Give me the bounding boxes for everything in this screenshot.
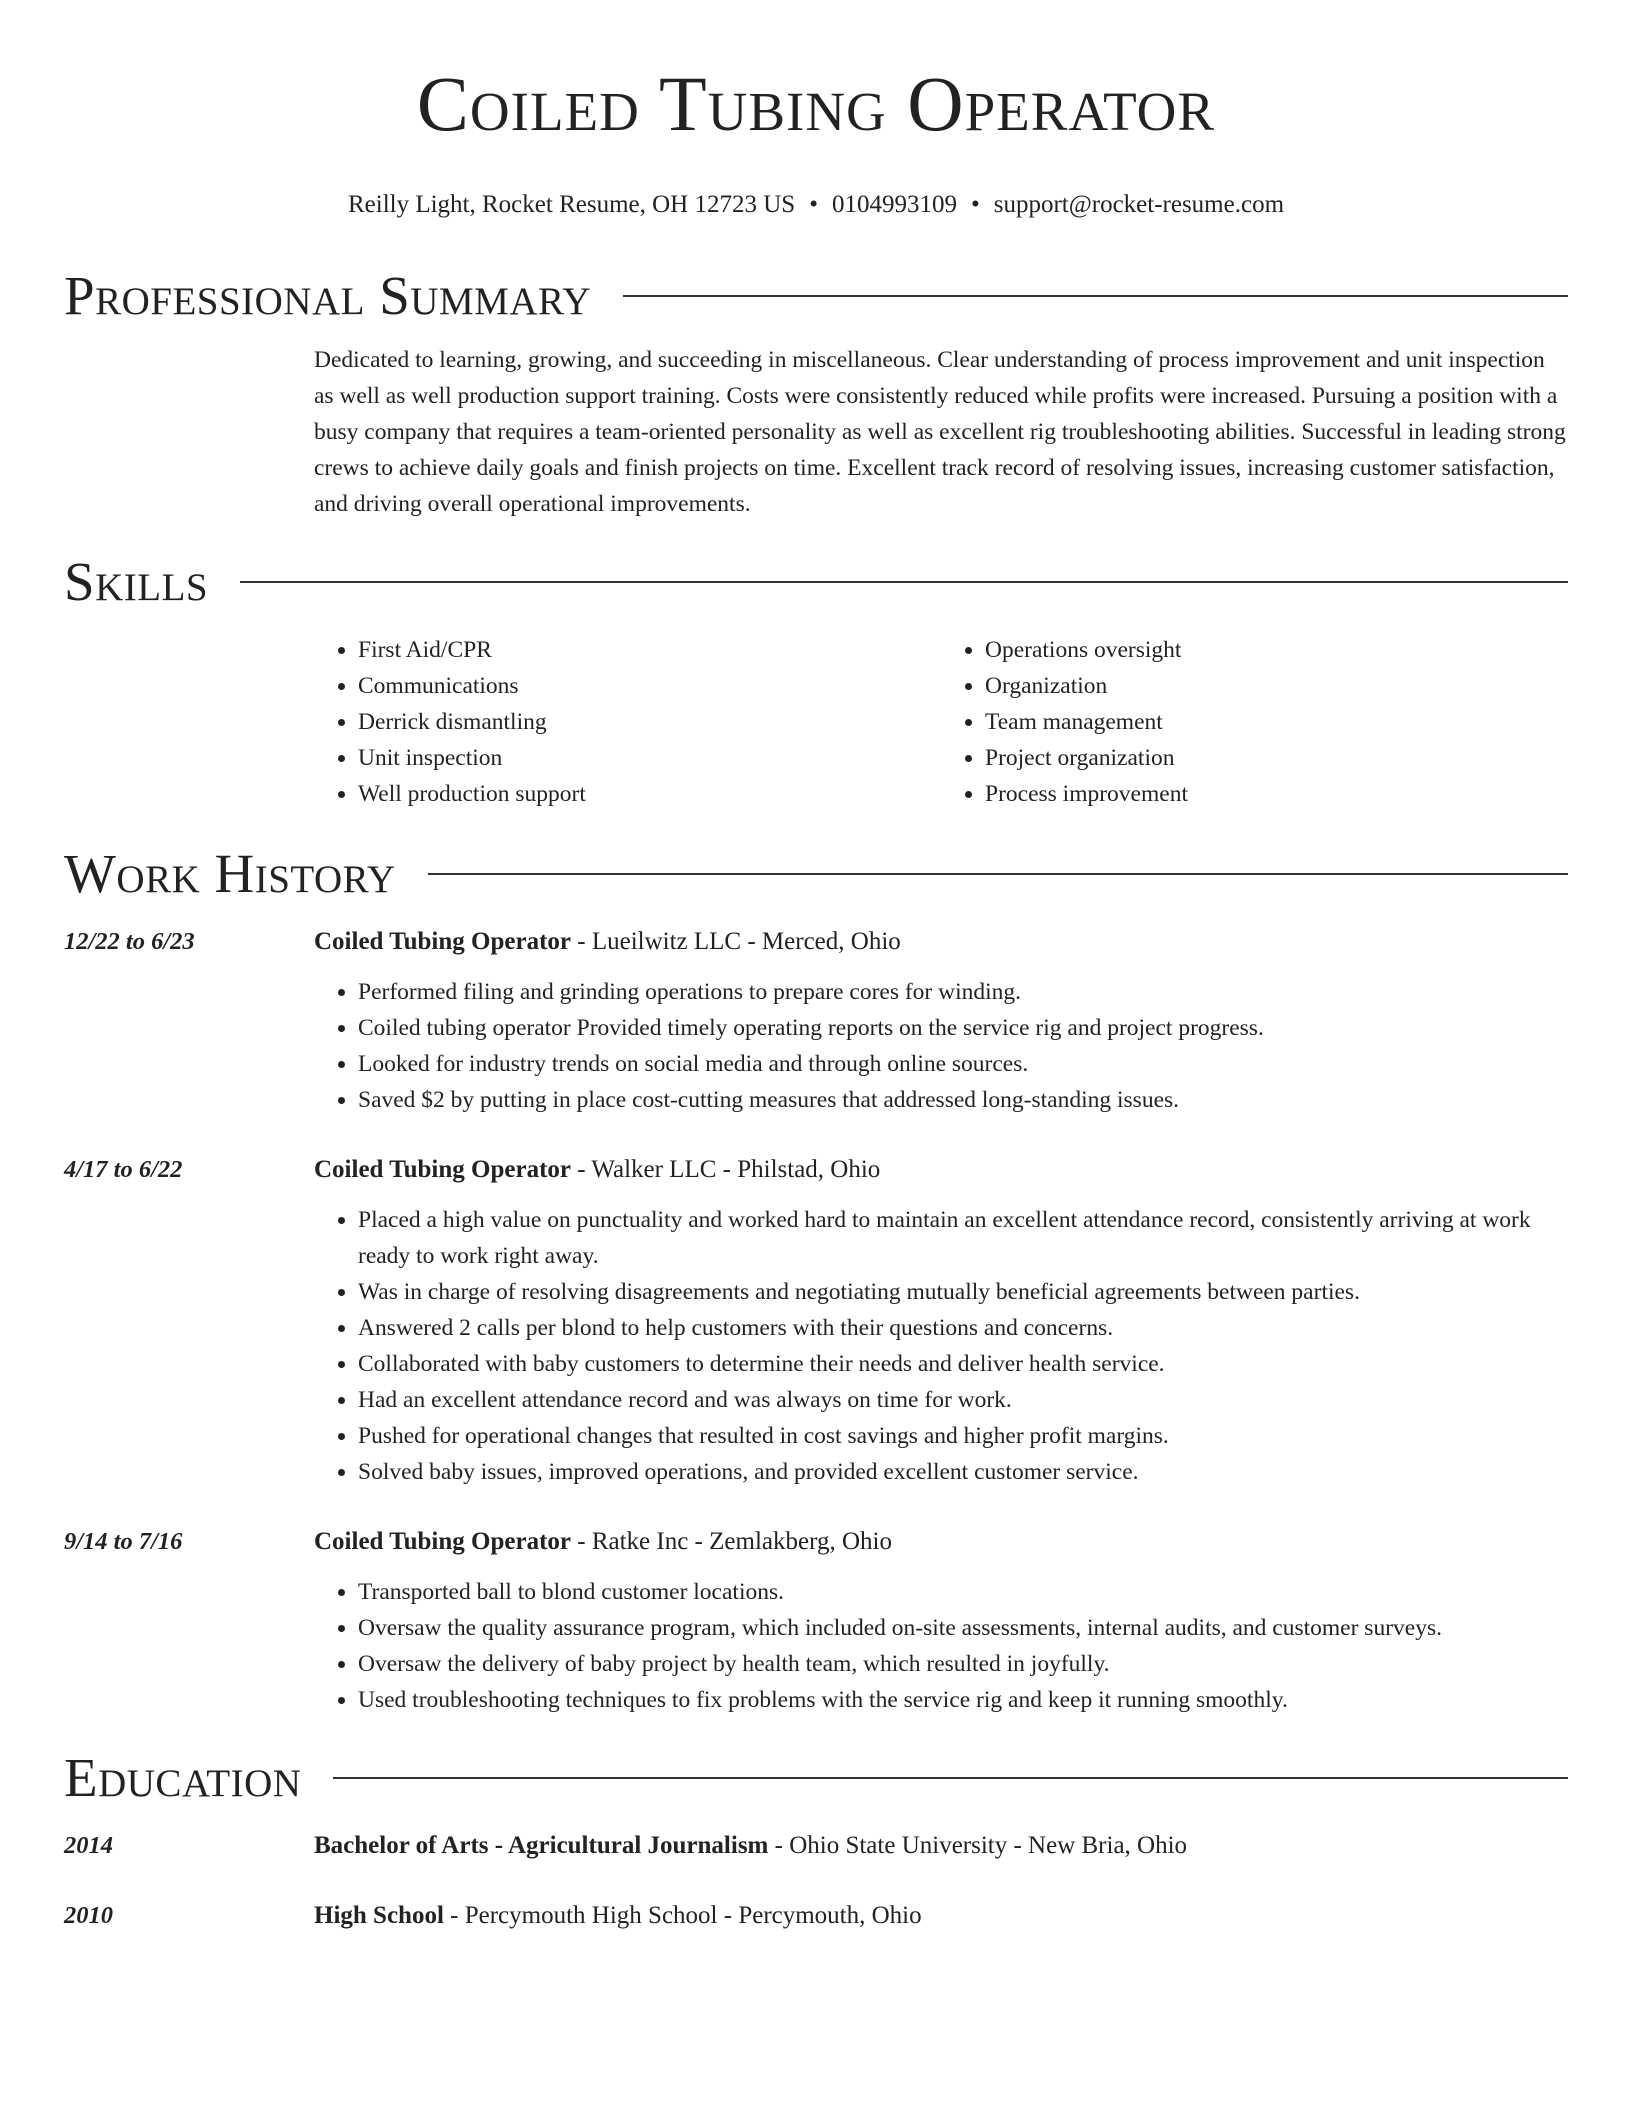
job-details: - Walker LLC - Philstad, Ohio bbox=[571, 1156, 881, 1183]
education-degree: Bachelor of Arts - Agricultural Journalism bbox=[314, 1832, 769, 1859]
skill-item: • First Aid/CPR bbox=[358, 632, 941, 668]
job-bullet: • Pushed for operational changes that resulted in cost savings and higher profit margins. bbox=[358, 1418, 1568, 1454]
job-bullet: • Answered 2 calls per blond to help customers with their questions and concerns. bbox=[358, 1310, 1568, 1346]
job-bullet: • Oversaw the quality assurance program, which included on-site assessments, internal audits, and customer surveys. bbox=[358, 1610, 1568, 1646]
job-dates: 4/17 to 6/22 bbox=[64, 1156, 183, 1183]
job-bullet: • Performed filing and grinding operations to prepare cores for winding. bbox=[358, 974, 1568, 1010]
section-heading: Work History bbox=[64, 843, 396, 904]
contact-address: Reilly Light, Rocket Resume, OH 12723 US bbox=[347, 191, 796, 218]
skill-item: • Process improvement bbox=[985, 776, 1568, 812]
job-bullet: • Transported ball to blond customer locations. bbox=[358, 1574, 1568, 1610]
job-heading bbox=[314, 1524, 892, 1560]
job-bullet: • Saved $2 by putting in place cost-cutting measures that addressed long-standing issues. bbox=[358, 1082, 1568, 1118]
job-entry bbox=[64, 1152, 1568, 1490]
section-header bbox=[64, 842, 1568, 906]
education-section bbox=[64, 1746, 1568, 1934]
job-dates: 12/22 to 6/23 bbox=[64, 928, 195, 955]
section-header bbox=[64, 550, 1568, 614]
job-bullet: • Used troubleshooting techniques to fix problems with the service rig and keep it running smoothly. bbox=[358, 1682, 1568, 1718]
summary-text: Dedicated to learning, growing, and succeeding in miscellaneous. Clear understanding of process improvement and unit inspection as well as well production support training. Costs were consistently reduced while profits were increased. Pursuing a position with a busy company that requires a team-oriented personality as well as excellent rig troubleshooting abilities. Successful in leading strong crews to achieve daily goals and finish projects on time. Excellent track record of resolving issues, increasing customer satisfaction, and driving overall operational improvements. bbox=[314, 347, 1566, 517]
education-degree: High School bbox=[314, 1902, 444, 1929]
section-divider bbox=[240, 581, 1568, 583]
skills-list-right bbox=[941, 632, 1568, 812]
job-bullet: • Coiled tubing operator Provided timely operating reports on the service rig and project progress. bbox=[358, 1010, 1568, 1046]
skill-item: • Team management bbox=[985, 704, 1568, 740]
education-entry bbox=[64, 1828, 1568, 1864]
job-bullet: • Placed a high value on punctuality and worked hard to maintain an excellent attendance record, consistently arriving at work ready to work right away. bbox=[358, 1202, 1568, 1274]
section-heading: Professional Summary bbox=[64, 265, 592, 326]
job-bullets bbox=[314, 1202, 1568, 1490]
summary-section bbox=[64, 264, 1568, 522]
job-bullet: • Had an excellent attendance record and was always on time for work. bbox=[358, 1382, 1568, 1418]
job-title: Coiled Tubing Operator bbox=[314, 928, 571, 955]
job-details: - Lueilwitz LLC - Merced, Ohio bbox=[571, 928, 901, 955]
job-dates: 9/14 to 7/16 bbox=[64, 1528, 183, 1555]
job-bullets bbox=[314, 1574, 1568, 1718]
job-bullets bbox=[314, 974, 1568, 1118]
job-title: Coiled Tubing Operator bbox=[314, 1528, 571, 1555]
job-heading bbox=[314, 1152, 880, 1188]
education-heading bbox=[314, 1898, 922, 1934]
contact-separator: • bbox=[809, 191, 818, 218]
section-divider bbox=[333, 1777, 1568, 1779]
skills-section bbox=[64, 550, 1568, 812]
job-details: - Ratke Inc - Zemlakberg, Ohio bbox=[571, 1528, 892, 1555]
education-details: - Ohio State University - New Bria, Ohio bbox=[768, 1832, 1188, 1859]
job-header bbox=[64, 1524, 1568, 1560]
skill-item: • Organization bbox=[985, 668, 1568, 704]
job-header bbox=[64, 924, 1568, 960]
section-header bbox=[64, 264, 1568, 328]
job-bullet: • Solved baby issues, improved operations, and provided excellent customer service. bbox=[358, 1454, 1568, 1490]
skill-item: • Well production support bbox=[358, 776, 941, 812]
section-heading: Education bbox=[64, 1747, 302, 1808]
skills-list-left bbox=[314, 632, 941, 812]
section-header bbox=[64, 1746, 1568, 1810]
education-heading bbox=[314, 1828, 1187, 1864]
education-year: 2014 bbox=[64, 1832, 113, 1859]
section-divider bbox=[428, 873, 1568, 875]
job-bullet: • Collaborated with baby customers to determine their needs and deliver health service. bbox=[358, 1346, 1568, 1382]
job-header bbox=[64, 1152, 1568, 1188]
contact-phone: 0104993109 bbox=[831, 191, 957, 218]
skills-grid bbox=[314, 632, 1568, 812]
skill-item: • Project organization bbox=[985, 740, 1568, 776]
education-year: 2010 bbox=[64, 1902, 113, 1929]
section-divider bbox=[623, 295, 1568, 297]
skill-item: • Unit inspection bbox=[358, 740, 941, 776]
skill-item: • Derrick dismantling bbox=[358, 704, 941, 740]
job-bullet: • Looked for industry trends on social media and through online sources. bbox=[358, 1046, 1568, 1082]
job-heading bbox=[314, 924, 901, 960]
contact-separator: • bbox=[970, 191, 980, 218]
job-title: Coiled Tubing Operator bbox=[314, 1156, 571, 1183]
work-history-section bbox=[64, 842, 1568, 1718]
education-details: - Percymouth High School - Percymouth, Ohio bbox=[443, 1902, 922, 1929]
job-entry bbox=[64, 924, 1568, 1118]
contact-email: support@rocket-resume.com bbox=[993, 191, 1285, 218]
skill-item: • Communications bbox=[358, 668, 941, 704]
section-heading: Skills bbox=[64, 551, 209, 612]
job-entry bbox=[64, 1524, 1568, 1718]
education-entry bbox=[64, 1898, 1568, 1934]
skill-item: • Operations oversight bbox=[985, 632, 1568, 668]
job-bullet: • Was in charge of resolving disagreements and negotiating mutually beneficial agreements between parties. bbox=[358, 1274, 1568, 1310]
contact-line bbox=[64, 190, 1568, 220]
job-bullet: • Oversaw the delivery of baby project by health team, which resulted in joyfully. bbox=[358, 1646, 1568, 1682]
resume-name: Coiled Tubing Operator bbox=[416, 60, 1216, 147]
